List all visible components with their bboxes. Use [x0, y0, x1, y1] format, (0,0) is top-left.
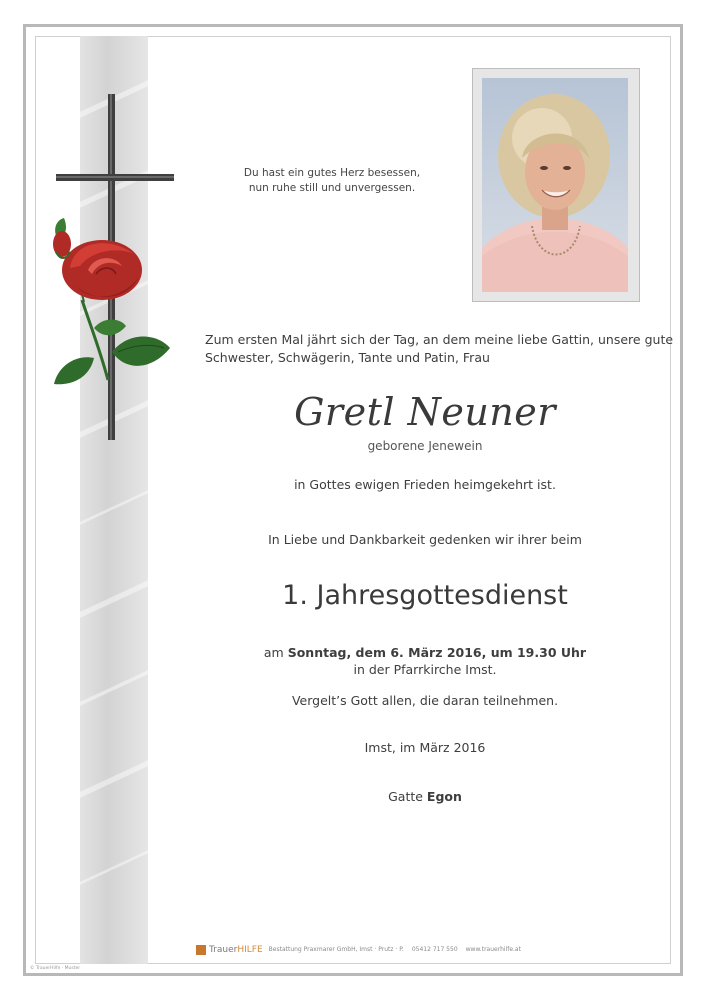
- signature-name: Egon: [426, 789, 462, 804]
- footer-web[interactable]: www.trauerhilfe.at: [465, 946, 521, 953]
- verse: [222, 166, 442, 196]
- thanks-text: Vergelt’s Gott allen, die daran teilnehmen.: [291, 693, 559, 708]
- intro-line-1: Zum ersten Mal jährt sich der Tag, an dem meine liebe Gattin, unsere gute: [205, 332, 674, 347]
- deceased-name: Gretl Neuner: [294, 390, 556, 434]
- verse-line-2: nun ruhe still und unvergessen.: [248, 182, 416, 194]
- verse-line-1: Du hast ein gutes Herz besessen,: [243, 167, 421, 179]
- intro-text: [205, 331, 674, 367]
- intro-line-2: Schwester, Schwägerin, Tante und Patin, Frau: [205, 350, 490, 365]
- footer: [196, 943, 536, 957]
- returned-home-text: in Gottes ewigen Frieden heimgekehrt ist.: [294, 477, 556, 492]
- event-date-line: [200, 644, 650, 661]
- remembrance-text: In Liebe und Dankbarkeit gedenken wir ihrer beim: [268, 532, 582, 547]
- signature: [200, 788, 650, 805]
- portrait-photo: [482, 78, 628, 292]
- birth-name: geborene Jenewein: [367, 439, 483, 453]
- footer-brand-accent: HILFE: [237, 945, 263, 955]
- cross-with-rose-icon: [40, 90, 180, 450]
- event-date-prefix: am: [263, 645, 288, 660]
- event-date-time: Sonntag, dem 6. März 2016, um 19.30 Uhr: [287, 645, 587, 660]
- copyright-note: © TrauerHilfe · Muster: [30, 966, 81, 971]
- trauerhilfe-logo-icon: [196, 945, 206, 955]
- footer-phone: 05412 717 550: [411, 946, 458, 953]
- event-location: in der Pfarrkirche Imst.: [353, 662, 497, 677]
- footer-brand: Trauer: [209, 945, 238, 955]
- event-title: 1. Jahresgottesdienst: [282, 580, 568, 611]
- place-date: Imst, im März 2016: [364, 740, 486, 755]
- signature-prefix: Gatte: [388, 789, 427, 804]
- footer-company: Bestattung Praxmarer GmbH, Imst · Prutz · P.: [268, 946, 404, 953]
